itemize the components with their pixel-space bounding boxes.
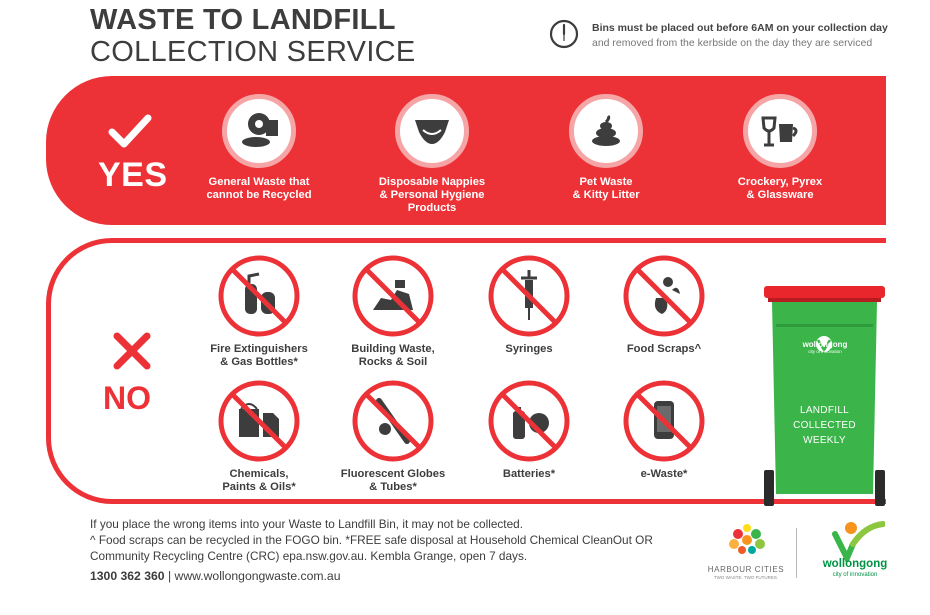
no-item-label: Chemicals, Paints & Oils*	[222, 468, 296, 493]
pet-waste-icon	[569, 94, 643, 168]
no-item-chemicals	[189, 379, 329, 494]
yes-item-nappies	[362, 94, 502, 215]
no-item-label: Food Scraps^	[626, 343, 702, 355]
yes-item-label: General Waste that cannot be Recycled	[206, 176, 312, 201]
food-scraps-icon	[622, 254, 706, 338]
yes-item-crockery	[710, 94, 850, 202]
phone-icon	[622, 379, 706, 463]
checkmark-icon	[107, 112, 153, 150]
no-item-label: Fire Extinguishers & Gas Bottles*	[210, 343, 308, 368]
yes-item-label: Pet Waste & Kitty Litter	[572, 176, 640, 201]
building-waste-icon	[351, 254, 435, 338]
no-item-fluorescent-globes	[323, 379, 463, 494]
no-item-food-scraps	[594, 254, 734, 356]
fire-extinguisher-icon	[217, 254, 301, 338]
notice-line2: and removed from the kerbside on the day they are serviced	[592, 37, 873, 49]
wollongong-name: wollongong	[822, 558, 888, 570]
harbour-cities-name: HARBOUR CITIES	[707, 565, 785, 574]
logo-divider	[796, 528, 797, 578]
page-title: WASTE TO LANDFILL	[90, 4, 396, 36]
no-item-label: Syringes	[505, 343, 553, 355]
no-item-e-waste	[594, 379, 734, 481]
phone-number: 1300 362 360	[90, 569, 165, 583]
clock-icon	[549, 19, 579, 49]
yes-item-label: Disposable Nappies & Personal Hygiene Products	[378, 176, 486, 214]
footer-note-line1: ^ Food scraps can be recycled in the FOGO bin. *FREE safe disposal at Household Chemical CleanOut OR	[90, 533, 653, 547]
yes-item-general-waste	[189, 94, 329, 202]
cross-icon	[112, 331, 152, 371]
wollongong-tagline: city of innovation	[832, 572, 878, 578]
no-item-building-waste	[323, 254, 463, 369]
no-item-label: e-Waste*	[640, 468, 688, 480]
nappy-icon	[395, 94, 469, 168]
bin-label: LANDFILL COLLECTED WEEKLY	[793, 405, 856, 446]
chemicals-icon	[217, 379, 301, 463]
syringe-icon	[487, 254, 571, 338]
footer-warning: If you place the wrong items into your Waste to Landfill Bin, it may not be collected.	[90, 517, 523, 531]
general-waste-icon	[222, 94, 296, 168]
yes-item-pet-waste	[536, 94, 676, 202]
no-item-fire-extinguishers	[189, 254, 329, 369]
bin-brand: wollongong city of innovation	[802, 340, 848, 354]
footer-note-line2: Community Recycling Centre (CRC) epa.nsw.gov.au. Kembla Grange, open 7 days.	[90, 549, 528, 563]
website-link[interactable]: www.wollongongwaste.com.au	[174, 569, 341, 583]
fluorescent-globe-icon	[351, 379, 435, 463]
harbour-cities-tagline: TWO WASTE. TWO FUTURES.	[713, 575, 779, 580]
notice-line1: Bins must be placed out before 6AM on your collection day	[592, 22, 888, 34]
page-subtitle: COLLECTION SERVICE	[90, 36, 416, 68]
yes-label: YES	[98, 156, 168, 194]
footer-contact: 1300 362 360 | www.wollongongwaste.com.au	[90, 569, 341, 583]
landfill-bin-icon	[762, 284, 887, 509]
wollongong-logo	[825, 520, 885, 562]
no-item-batteries	[459, 379, 599, 481]
no-item-label: Fluorescent Globes & Tubes*	[340, 468, 446, 493]
no-item-label: Batteries*	[502, 468, 556, 480]
no-item-syringes	[459, 254, 599, 356]
battery-icon	[487, 379, 571, 463]
no-label: NO	[103, 380, 151, 416]
crockery-icon	[743, 94, 817, 168]
no-item-label: Building Waste, Rocks & Soil	[351, 343, 435, 368]
yes-item-label: Crockery, Pyrex & Glassware	[737, 176, 823, 201]
